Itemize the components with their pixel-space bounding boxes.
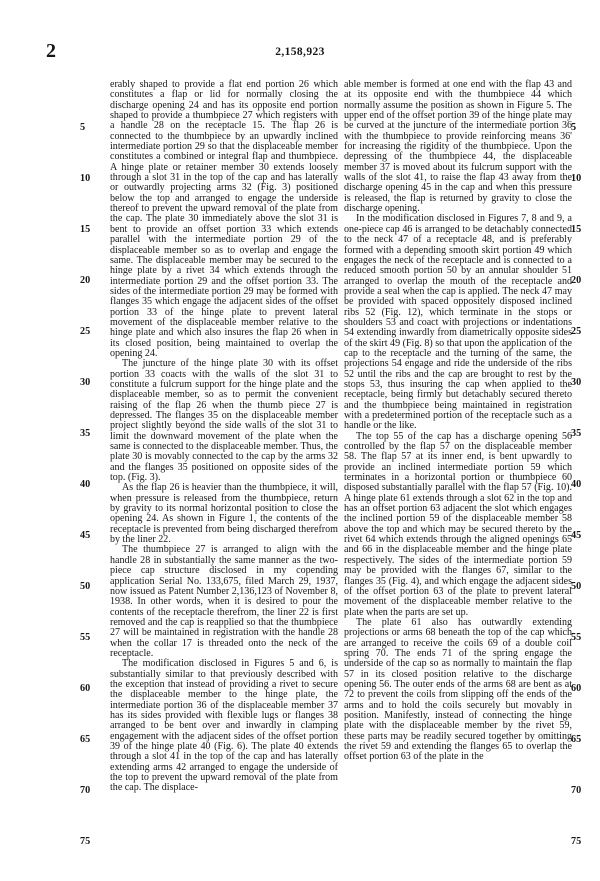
line-number-left: 45 [80, 530, 91, 541]
line-number-right: 5 [571, 122, 577, 133]
line-number-right: 35 [571, 428, 582, 439]
line-number-right: 40 [571, 479, 582, 490]
line-number-left: 20 [80, 275, 91, 286]
line-number-left: 30 [80, 377, 91, 388]
paragraph: erably shaped to provide a flat end portion 26 which constitutes a flap or lid for normally closing the discharge opening 24 and has its opposite end portion shaped to provide a thumbpiece 27 which registers with a handle 28 on the receptacle 15. The flap 26 is connected to the thumbpiece by an upwardly inclined intermediate portion 29 so that the displaceable member constitutes a combined or integral flap and thumbpiece. A hinge plate or retainer member 30 extends loosely through a slot 31 in the top of the cap and has laterally or outwardly projecting arms 32 (Fig. 3) positioned below the top and arranged to engage the underside thereof to prevent the upward removal of the plate from the cap. The plate 30 immediately above the slot 31 is bent to provide an offset portion 33 which extends parallel with the intermediate portion 29 of the displaceable member so as to overlap and engage the same. The displaceable member may be secured to the hinge plate by a rivet 34 which extends through the intermediate portion 29 and the offset portion 33. The sides of the intermediate portion 29 may be formed with flanges 35 which engage the adjacent sides of the offset portion 33 of the hinge plate to prevent lateral movement of the displaceable member relative to the hinge plate and which also insures the flap 26 when in its closed position, being maintained to overlap the opening 24. [110, 79, 338, 359]
paragraph: As the flap 26 is heavier than the thumbpiece, it will, when pressure is released from the thumbpiece, return by gravity to its normal horizontal position to close the opening 24. As shown in Figure 1, the contents of the receptacle is prevented from being discharged therefrom by the liner 22. [110, 482, 338, 546]
line-number-right: 75 [571, 836, 582, 847]
line-number-right: 55 [571, 632, 582, 643]
line-number-left: 5 [80, 122, 86, 133]
paragraph: The juncture of the hinge plate 30 with its offset portion 33 coacts with the walls of the slot 31 to constitute a fulcrum support for the hinge plate and the displaceable member, so as to permit the convenient raising of the flap 26 when the thumb piece 27 is depressed. The flanges 35 on the displaceable member project slightly beyond the side walls of the slot 31 to limit the downward movement of the plate when the same is connected to the displaceable member. Thus, the plate 30 is movably connected to the cap by the arms 32 and the flanges 35 positioned on opposite sides of the top. (Fig. 3). [110, 358, 338, 484]
paragraph: able member is formed at one end with the flap 43 and at its opposite end with the thumbpiece 44 which normally assume the position as shown in Figure 5. The upper end of the offset portion 39 of the hinge plate may be curved at the juncture of the intermediate portion 36 with the thumbpiece to provide reinforcing means 36' for increasing the rigidity of the thumbpiece. Upon the depressing of the thumbpiece 44, the displaceable member 37 is moved about its fulcrum support with the walls of the slot 41, to raise the flap 43 away from the discharge opening 45 in the cap and when this pressure is released, the flap is returned by gravity to close the discharge opening. [344, 79, 572, 215]
right-text-column [344, 80, 572, 763]
line-number-right: 60 [571, 683, 582, 694]
paragraph: The top 55 of the cap has a discharge opening 56 controlled by the flap 57 on the displaceable member 58. The flap 57 at its inner end, is bent upwardly to provide an inclined intermediate portion 59 which terminates in a horizontal portion or thumbpiece 60 disposed substantially parallel with the flap 57 (Fig. 10). A hinge plate 61 extends through a slot 62 in the top and has an offset portion 63 adjacent the slot which engages the inclined portion 59 of the displaceable member 58 above the top and which may be secured thereto by the rivet 64 which extends through the aligned openings 65 and 66 in the displaceable member and the hinge plate respectively. The sides of the intermediate portion 59 may be provided with the flanges 67, similar to the flanges 35 (Fig. 4), and which engage the adjacent sides of the offset portion 63 of the plate to prevent lateral movement of the displaceable member relative to the plate when the parts are set up. [344, 430, 572, 618]
line-number-left: 10 [80, 173, 91, 184]
line-number-right: 25 [571, 326, 582, 337]
line-number-left: 55 [80, 632, 91, 643]
paragraph: The modification disclosed in Figures 5 and 6, is substantially similar to that previously described with the exception that instead of providing a rivet to secure the displaceable member to the hinge plate, the intermediate portion 36 of the displaceable member 37 has its sides provided with flexible lugs or flanges 38 arranged to be bent over and inwardly in clamping engagement with the adjacent sides of the offset portion 39 of the hinge plate 40 (Fig. 6). The plate 40 extends through a slot 41 in the top of the cap and has laterally extending arms 42 arranged to engage the underside of the top to prevent the upward removal of the plate from the cap. The displace- [110, 658, 338, 794]
line-number-right: 70 [571, 785, 582, 796]
line-number-left: 25 [80, 326, 91, 337]
line-number-right: 10 [571, 173, 582, 184]
line-number-left: 65 [80, 734, 91, 745]
paragraph: The thumbpiece 27 is arranged to align with the handle 28 in substantially the same manner as the two-piece cap structure disclosed in my copending application Serial No. 133,675, filed March 29, 1937, now issued as Patent Number 2,136,123 of November 8, 1938. In other words, when it is desired to pour the contents of the receptacle therefrom, the liner 22 is first removed and the cap is reapplied so that the thumbpiece 27 will be maintained in registration with the handle 28 when the collar 17 is threaded onto the neck of the receptacle. [110, 544, 338, 659]
line-number-right: 30 [571, 377, 582, 388]
patent-number: 2,158,923 [275, 46, 325, 58]
line-number-right: 15 [571, 224, 582, 235]
line-number-left: 50 [80, 581, 91, 592]
line-number-left: 15 [80, 224, 91, 235]
page-number: 2 [46, 40, 56, 62]
left-text-column [110, 80, 338, 794]
line-number-right: 65 [571, 734, 582, 745]
line-number-left: 60 [80, 683, 91, 694]
line-number-left: 35 [80, 428, 91, 439]
line-number-left: 40 [80, 479, 91, 490]
line-number-left: 75 [80, 836, 91, 847]
line-number-right: 45 [571, 530, 582, 541]
line-number-right: 50 [571, 581, 582, 592]
paragraph: The plate 61 also has outwardly extending projections or arms 68 beneath the top of the cap which are arranged to receive the coils 69 of a double coil spring 70. The ends 71 of the spring engage the underside of the cap so as normally to maintain the flap 57 in its closed position relative to the discharge opening 56. The outer ends of the arms 68 are bent as at 72 to prevent the coils from slipping off the ends of the arms and to hold the coils securely but movably in position. Manifestly, instead of connecting the hinge plate with the displaceable member by the rivet 59, these parts may be readily secured together by omitting the rivet 59 and extending the flanges 65 to overlap the offset portion 63 of the plate in the [344, 616, 572, 763]
line-number-left: 70 [80, 785, 91, 796]
paragraph: In the modification disclosed in Figures 7, 8 and 9, a one-piece cap 46 is arranged to be detachably connected to the neck 47 of a receptacle 48, and is preferably formed with a depending smooth skirt portion 49 which engages the neck of the receptacle and is connected to a reduced smooth portion 50 by an annular shoulder 51 arranged to overlap the mouth of the receptacle and provide a seal when the cap is applied. The neck 47 may be provided with spaced oppositely disposed inclined ribs 52 (Fig. 12), which terminate in the stops or shoulders 53 and coact with projections or indentations 54 extending inwardly from diametrically opposite sides of the skirt 49 (Fig. 8) so that upon the application of the cap to the receptacle and the turning of the same, the projections 54 engage and ride the underside of the ribs 52 until the ribs and the cap are brought to rest by the stops 53, thus insuring the cap when applied to the receptacle, being firmly but detachably secured thereto and the thumbpiece being maintained in registration with a predetermined portion of the receptacle such as a handle or the like. [344, 213, 572, 432]
line-number-right: 20 [571, 275, 582, 286]
